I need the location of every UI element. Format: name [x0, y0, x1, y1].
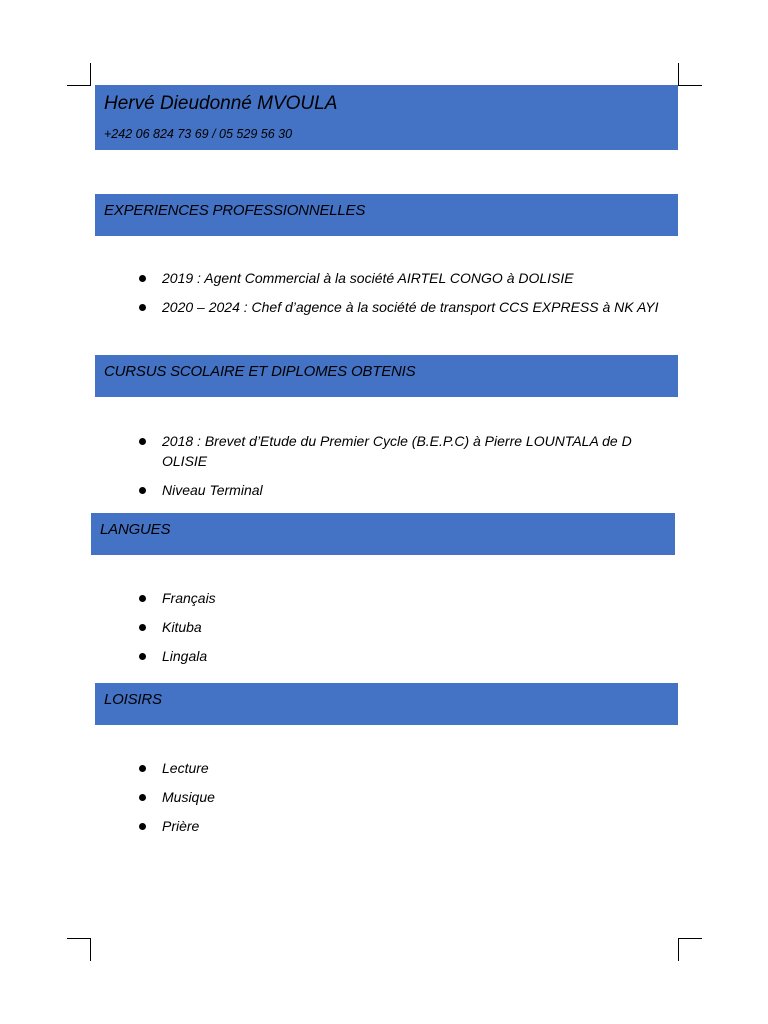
- candidate-name: Hervé Dieudonné MVOULA: [104, 93, 338, 114]
- list-item-text: Lecture: [162, 760, 209, 776]
- section-title-cursus: CURSUS SCOLAIRE ET DIPLOMES OBTENIS: [104, 363, 416, 380]
- bullet-icon: [139, 653, 146, 660]
- list-item-text: Français: [162, 590, 216, 606]
- list-item-text: Lingala: [162, 648, 208, 664]
- loisirs-list: [137, 758, 677, 845]
- cursus-list: [137, 431, 677, 509]
- list-item: [137, 268, 677, 288]
- list-item: [137, 646, 677, 666]
- list-item: [137, 816, 677, 836]
- section-title-experiences: EXPERIENCES PROFESSIONNELLES: [104, 202, 366, 219]
- list-item: [137, 617, 677, 637]
- list-item-text: Kituba: [162, 619, 202, 635]
- list-item-text: 2020 – 2024 : Chef d’agence à la société de transport CCS EXPRESS à NK AYI: [162, 299, 659, 315]
- list-item: [137, 431, 677, 471]
- bullet-icon: [139, 624, 146, 631]
- phone-numbers: +242 06 824 73 69 / 05 529 56 30: [104, 127, 293, 141]
- section-title-loisirs: LOISIRS: [104, 691, 162, 708]
- list-item: [137, 787, 677, 807]
- list-item: [137, 758, 677, 778]
- bullet-icon: [139, 487, 146, 494]
- crop-mark-bottom-right-h: [678, 938, 702, 939]
- crop-mark-top-right-v: [678, 63, 679, 86]
- section-band-loisirs: [95, 683, 678, 725]
- crop-mark-bottom-left-v: [90, 938, 91, 961]
- section-title-langues: LANGUES: [100, 521, 171, 538]
- list-item-text: 2019 : Agent Commercial à la société AIRTEL CONGO à DOLISIE: [162, 270, 574, 286]
- list-item: [137, 297, 677, 317]
- crop-mark-top-right-h: [678, 85, 702, 86]
- crop-mark-bottom-left-h: [67, 938, 91, 939]
- list-item-text: Niveau Terminal: [162, 482, 263, 498]
- section-band-experiences: [95, 194, 678, 236]
- bullet-icon: [139, 765, 146, 772]
- crop-mark-bottom-right-v: [678, 938, 679, 961]
- crop-mark-top-left-h: [67, 85, 91, 86]
- bullet-icon: [139, 304, 146, 311]
- experiences-list: [137, 268, 677, 326]
- section-band-cursus: [95, 355, 678, 397]
- list-item-text: 2018 : Brevet d’Etude du Premier Cycle (B.E.P.C) à Pierre LOUNTALA de D OLISIE: [162, 433, 632, 469]
- bullet-icon: [139, 595, 146, 602]
- bullet-icon: [139, 823, 146, 830]
- bullet-icon: [139, 438, 146, 445]
- list-item-text: Musique: [162, 789, 215, 805]
- header-band: [95, 85, 678, 150]
- list-item-text: Prière: [162, 818, 200, 834]
- list-item: [137, 588, 677, 608]
- bullet-icon: [139, 275, 146, 282]
- bullet-icon: [139, 794, 146, 801]
- section-band-langues: [91, 513, 675, 555]
- langues-list: [137, 588, 677, 675]
- list-item: [137, 480, 677, 500]
- crop-mark-top-left-v: [90, 63, 91, 86]
